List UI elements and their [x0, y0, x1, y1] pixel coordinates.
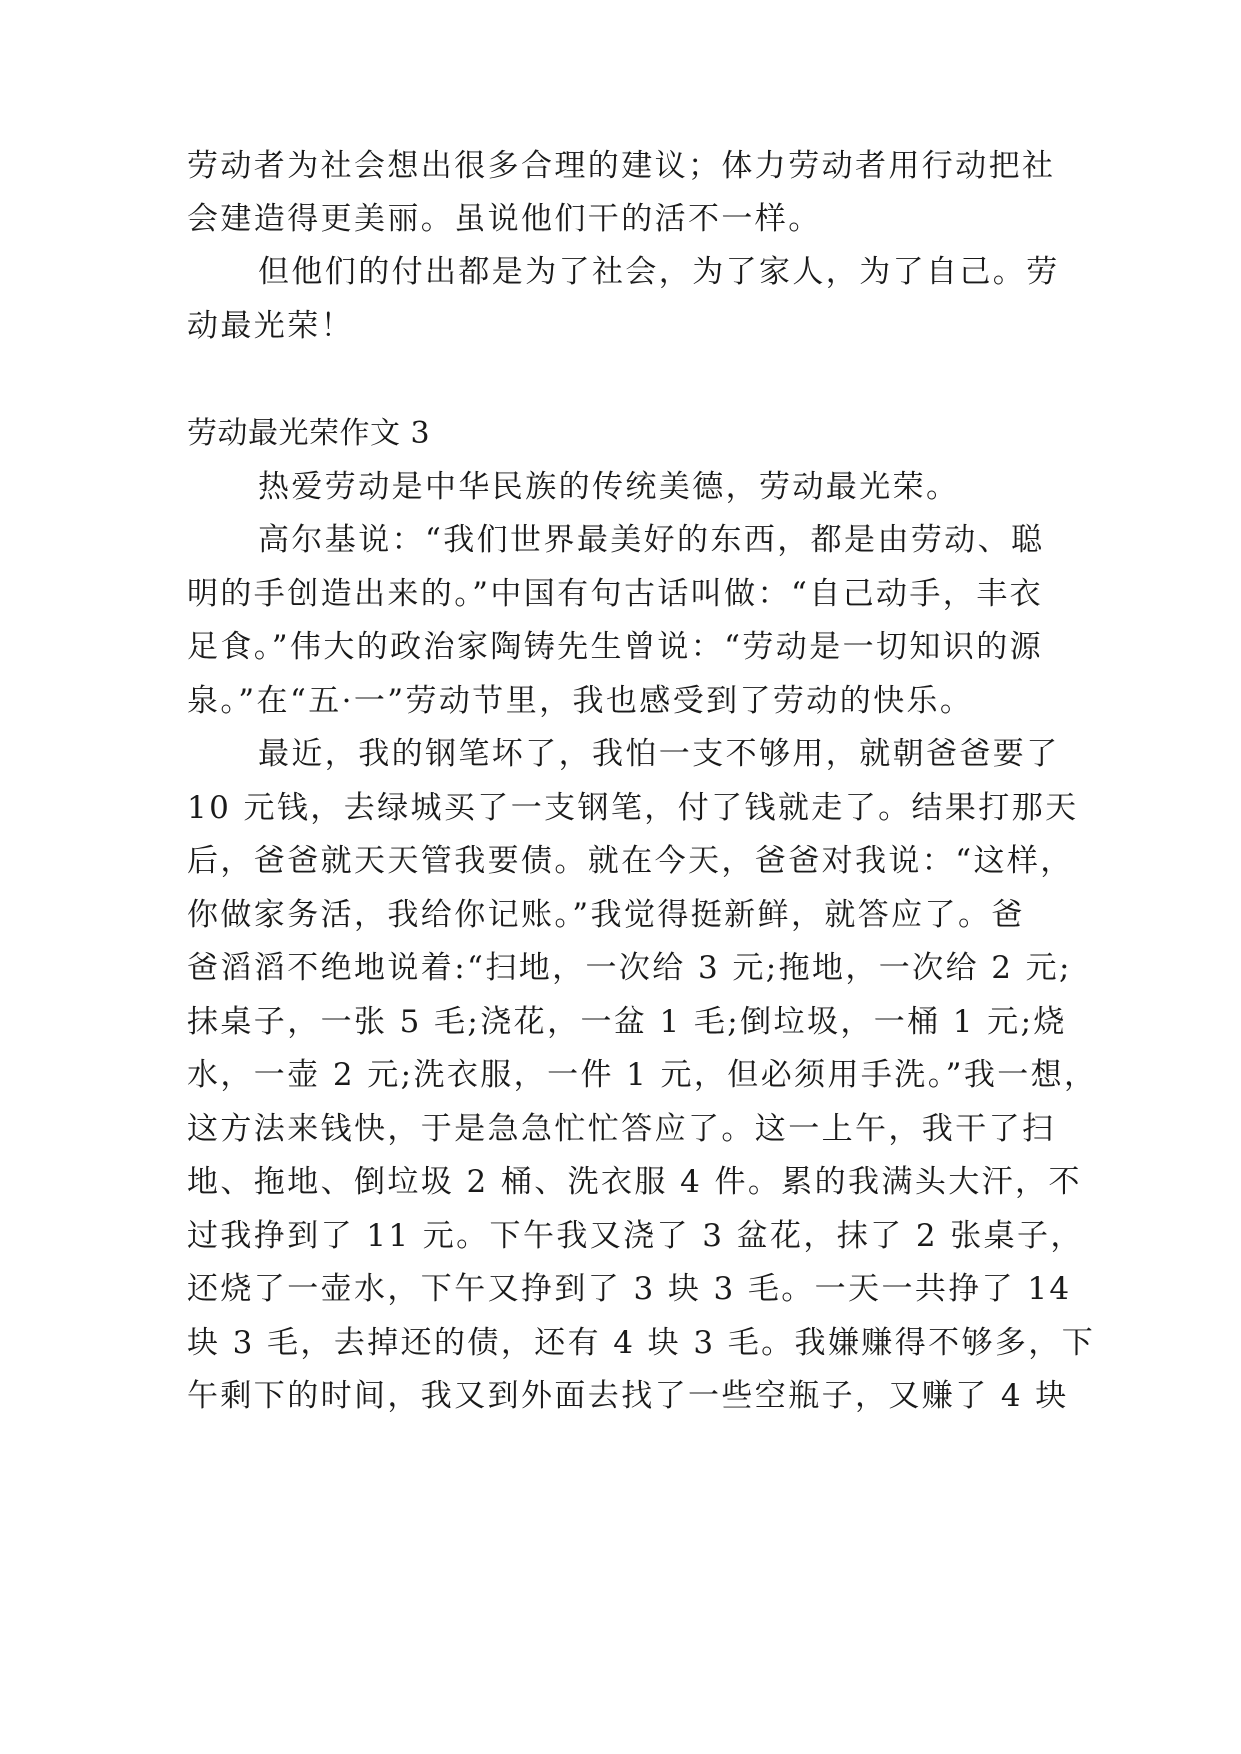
text-line: 午剩下的时间，我又到外面去找了一些空瓶子，又赚了 4 块 — [187, 1378, 1069, 1414]
text-line: 但他们的付出都是为了社会，为了家人，为了自己。劳 — [258, 254, 1060, 290]
section-heading: 劳动最光荣作文 3 — [187, 416, 431, 451]
text-line: 泉。”在“五·一”劳动节里，我也感受到了劳动的快乐。 — [187, 683, 974, 719]
text-line: 块 3 毛，去掉还的债，还有 4 块 3 毛。我嫌赚得不够多，下 — [187, 1325, 1096, 1361]
text-line: 10 元钱，去绿城买了一支钢笔，付了钱就走了。结果打那天 — [187, 790, 1079, 826]
text-line: 劳动者为社会想出很多合理的建议；体力劳动者用行动把社 — [187, 148, 1056, 184]
text-line: 水，一壶 2 元;洗衣服，一件 1 元，但必须用手洗。”我一想， — [187, 1057, 1098, 1093]
text-line: 地、拖地、倒垃圾 2 桶、洗衣服 4 件。累的我满头大汗，不 — [187, 1164, 1082, 1200]
text-line: 过我挣到了 11 元。下午我又浇了 3 盆花，抹了 2 张桌子， — [187, 1218, 1084, 1254]
text-line: 动最光荣！ — [187, 308, 354, 344]
text-line: 后，爸爸就天天管我要债。就在今天，爸爸对我说：“这样， — [187, 843, 1074, 879]
text-line: 你做家务活，我给你记账。”我觉得挺新鲜，就答应了。爸 — [187, 897, 1025, 933]
text-line: 还烧了一壶水，下午又挣到了 3 块 3 毛。一天一共挣了 14 — [187, 1271, 1072, 1307]
text-line: 高尔基说：“我们世界最美好的东西，都是由劳动、聪 — [258, 522, 1045, 558]
text-line: 热爱劳动是中华民族的传统美德，劳动最光荣。 — [258, 469, 960, 505]
text-line: 爸滔滔不绝地说着:“扫地，一次给 3 元;拖地，一次给 2 元; — [187, 950, 1072, 986]
text-line: 这方法来钱快，于是急急忙忙答应了。这一上午，我干了扫 — [187, 1111, 1056, 1147]
text-line: 最近，我的钢笔坏了，我怕一支不够用，就朝爸爸要了 — [258, 736, 1060, 772]
text-line: 明的手创造出来的。”中国有句古话叫做：“自己动手，丰衣 — [187, 576, 1043, 612]
text-line: 抹桌子，一张 5 毛;浇花，一盆 1 毛;倒垃圾，一桶 1 元;烧 — [187, 1004, 1067, 1040]
text-line: 会建造得更美丽。虽说他们干的活不一样。 — [187, 201, 822, 237]
text-line: 足食。”伟大的政治家陶铸先生曾说：“劳动是一切知识的源 — [187, 629, 1043, 665]
